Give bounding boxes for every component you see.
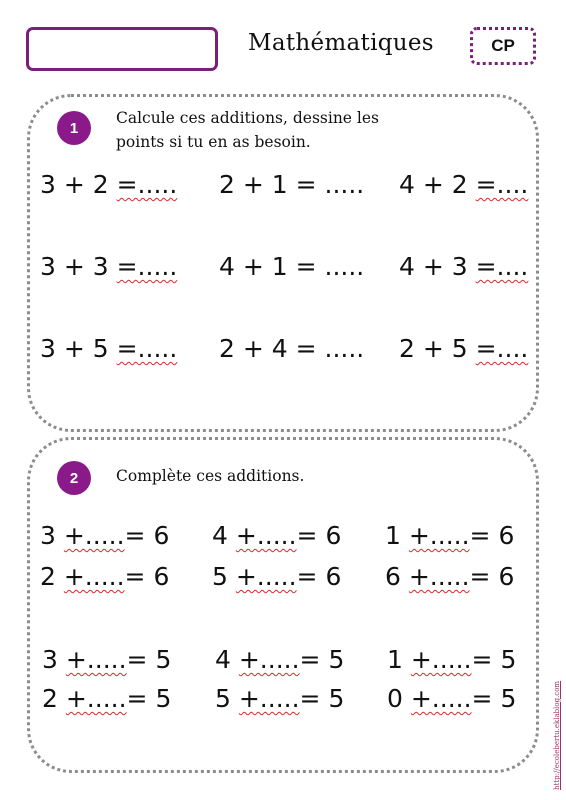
ex1-equation-text: 2 + 1 = .....: [219, 170, 365, 199]
ex1-answer-blank[interactable]: =....: [475, 334, 529, 363]
ex2-answer-blank[interactable]: +.....: [63, 521, 125, 550]
ex1-answer-blank[interactable]: =.....: [116, 334, 178, 363]
ex1-equation-text: 3 + 2: [40, 170, 117, 199]
ex2-first-term: 6: [385, 562, 409, 591]
ex2-first-term: 2: [40, 562, 64, 591]
ex2-answer-blank[interactable]: +.....: [65, 645, 127, 674]
ex2-answer-blank[interactable]: +.....: [408, 521, 470, 550]
ex2-answer-blank[interactable]: +.....: [410, 684, 472, 713]
ex1-answer-blank[interactable]: =....: [475, 170, 529, 199]
exercise-2-number-badge: 2: [57, 461, 91, 495]
ex2-equation[interactable]: [40, 562, 169, 591]
ex2-equation[interactable]: [42, 645, 171, 674]
ex2-answer-blank[interactable]: +.....: [63, 562, 125, 591]
ex1-equation[interactable]: [219, 170, 364, 199]
ex1-equation-text: 3 + 3: [40, 252, 117, 281]
page-title: Mathématiques: [248, 30, 434, 56]
ex2-result: = 5: [299, 645, 345, 674]
ex2-first-term: 5: [215, 684, 239, 713]
ex2-equation[interactable]: [385, 562, 514, 591]
level-badge: CP: [470, 27, 536, 65]
ex1-equation[interactable]: [399, 252, 528, 281]
ex2-result: = 5: [126, 645, 172, 674]
exercise-1-instruction: [116, 106, 379, 154]
ex1-equation[interactable]: [40, 170, 177, 199]
exercise-1-number-badge: 1: [57, 111, 91, 145]
ex1-equation[interactable]: [219, 334, 364, 363]
ex2-equation[interactable]: [387, 684, 516, 713]
ex1-answer-blank[interactable]: =.....: [116, 170, 178, 199]
ex1-equation-text: 3 + 5: [40, 334, 117, 363]
ex2-result: = 6: [124, 521, 170, 550]
ex2-first-term: 3: [40, 521, 64, 550]
exercise-1-instruction-line-2: points si tu en as besoin.: [116, 133, 311, 151]
ex2-equation[interactable]: [212, 562, 341, 591]
ex2-equation[interactable]: [215, 684, 344, 713]
ex2-first-term: 1: [385, 521, 409, 550]
ex2-equation[interactable]: [385, 521, 514, 550]
ex2-result: = 5: [471, 684, 517, 713]
exercise-2-instruction: Complète ces additions.: [116, 467, 305, 485]
ex1-equation-text: 4 + 2: [399, 170, 476, 199]
ex1-equation[interactable]: [399, 334, 528, 363]
ex2-answer-blank[interactable]: +.....: [408, 562, 470, 591]
ex1-equation[interactable]: [399, 170, 528, 199]
ex2-first-term: 0: [387, 684, 411, 713]
ex2-first-term: 3: [42, 645, 66, 674]
ex1-answer-blank[interactable]: =.....: [116, 252, 178, 281]
ex2-first-term: 1: [387, 645, 411, 674]
ex2-first-term: 4: [215, 645, 239, 674]
ex2-answer-blank[interactable]: +.....: [238, 645, 300, 674]
ex2-equation[interactable]: [42, 684, 171, 713]
ex1-equation-text: 2 + 5: [399, 334, 476, 363]
ex1-equation-text: 2 + 4 = .....: [219, 334, 365, 363]
name-field-box[interactable]: [26, 27, 218, 71]
ex2-equation[interactable]: [387, 645, 516, 674]
ex2-result: = 6: [124, 562, 170, 591]
ex2-result: = 6: [469, 562, 515, 591]
ex2-result: = 6: [469, 521, 515, 550]
ex2-answer-blank[interactable]: +.....: [238, 684, 300, 713]
ex2-first-term: 2: [42, 684, 66, 713]
ex2-equation[interactable]: [212, 521, 341, 550]
ex1-equation[interactable]: [219, 252, 364, 281]
ex2-equation[interactable]: [40, 521, 169, 550]
ex2-result: = 5: [126, 684, 172, 713]
ex2-answer-blank[interactable]: +.....: [410, 645, 472, 674]
ex1-equation[interactable]: [40, 252, 177, 281]
ex2-answer-blank[interactable]: +.....: [235, 521, 297, 550]
ex2-result: = 6: [296, 521, 342, 550]
ex2-equation[interactable]: [215, 645, 344, 674]
ex2-answer-blank[interactable]: +.....: [235, 562, 297, 591]
ex2-first-term: 5: [212, 562, 236, 591]
ex1-equation-text: 4 + 1 = .....: [219, 252, 365, 281]
ex2-result: = 5: [299, 684, 345, 713]
ex2-answer-blank[interactable]: +.....: [65, 684, 127, 713]
ex2-result: = 6: [296, 562, 342, 591]
ex2-first-term: 4: [212, 521, 236, 550]
source-url-link[interactable]: http://ecolebertu.eklablog.com: [553, 680, 561, 790]
ex1-equation[interactable]: [40, 334, 177, 363]
ex1-answer-blank[interactable]: =....: [475, 252, 529, 281]
exercise-1-instruction-line-1: Calcule ces additions, dessine les: [116, 109, 379, 127]
ex2-result: = 5: [471, 645, 517, 674]
ex1-equation-text: 4 + 3: [399, 252, 476, 281]
